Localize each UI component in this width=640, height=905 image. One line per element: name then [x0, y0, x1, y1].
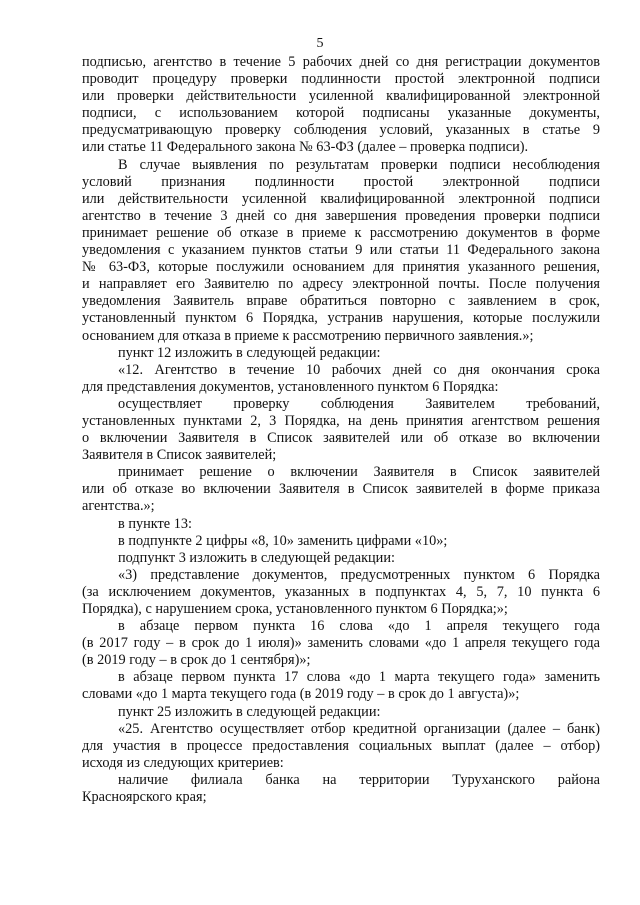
paragraph-line: агентства.»; — [82, 498, 155, 515]
paragraph-line: словами «до 1 марта текущего года (в 2019 году – в срок до 1 августа)»; — [82, 686, 520, 703]
paragraph-line: установленных пунктами 2, 3 Порядка, на день принятия агентством решения — [82, 412, 600, 429]
paragraph — [82, 772, 600, 806]
paragraph-line: или об отказе во включении Заявителя в Список заявителей в форме приказа — [82, 481, 600, 498]
paragraph-line: принимает решение о включении Заявителя в Список заявителей — [118, 464, 600, 481]
paragraph-line: пункт 12 изложить в следующей редакции: — [118, 344, 381, 361]
paragraph-line: осуществляет проверку соблюдения Заявителем требований, — [118, 395, 600, 412]
paragraph-line: подписи, с использованием которой подписаны указанные документы, — [82, 105, 600, 122]
paragraph-line: «12. Агентство в течение 10 рабочих дней со дня окончания срока — [118, 361, 600, 378]
paragraph — [82, 362, 600, 396]
paragraph-line: или действительности усиленной квалифицированной электронной подписи — [82, 190, 600, 207]
paragraph-line: основанием для отказа в приеме к рассмотрению первичного заявления.»; — [82, 327, 534, 344]
paragraph-line: в абзаце первом пункта 16 слова «до 1 апреля текущего года — [118, 618, 600, 635]
paragraph-line: условий признания подлинности простой электронной подписи — [82, 173, 600, 190]
paragraph — [82, 533, 600, 550]
paragraph-line: «3) представление документов, предусмотренных пунктом 6 Порядка — [118, 566, 600, 583]
paragraph-line: наличие филиала банка на территории Туруханского района — [118, 771, 600, 788]
paragraph-line: «25. Агентство осуществляет отбор кредитной организации (далее – банк) — [118, 720, 600, 737]
paragraph-line: в пункте 13: — [118, 515, 192, 532]
paragraph-line: подписью, агентство в течение 5 рабочих дней со дня регистрации документов — [82, 54, 600, 70]
paragraph-line: предусматривающую проверку соблюдения условий, указанных в статье 9 — [82, 122, 600, 139]
paragraph — [82, 464, 600, 515]
paragraph-line: и направляет его Заявителю по адресу электронной почты. После получения — [82, 276, 600, 293]
paragraph-line: № 63-ФЗ, которые послужили основанием для принятия указанного решения, — [82, 259, 600, 276]
page-number: 5 — [316, 36, 324, 51]
paragraph — [82, 618, 600, 669]
paragraph-line: подпункт 3 изложить в следующей редакции: — [118, 549, 395, 566]
paragraph-line: или статье 11 Федерального закона № 63-ФЗ (далее – проверка подписи). — [82, 139, 529, 156]
paragraph — [82, 567, 600, 618]
document-body — [82, 54, 600, 806]
paragraph-line: (за исключением документов, указанных в подпунктах 4, 5, 7, 10 пункта 6 — [82, 583, 600, 600]
paragraph-line: или проверки действительности усиленной квалифицированной электронной — [82, 88, 600, 105]
paragraph-line: для участия в процессе предоставления социальных выплат (далее – отбор) — [82, 737, 600, 754]
paragraph — [82, 345, 600, 362]
paragraph-line: уведомления Заявитель вправе обратиться повторно с заявлением в срок, — [82, 293, 600, 310]
paragraph-line: для представления документов, установленного пунктом 6 Порядка: — [82, 378, 499, 395]
paragraph-line: Красноярского края; — [82, 789, 207, 806]
paragraph-line: принимает решение об отказе в приеме к рассмотрению документов в форме — [82, 224, 600, 241]
paragraph-line: (в 2019 году – в срок до 1 сентября)»; — [82, 652, 311, 669]
paragraph — [82, 721, 600, 772]
paragraph-line: в подпункте 2 цифры «8, 10» заменить цифрами «10»; — [118, 532, 448, 549]
paragraph-line: Заявителя в Список заявителей; — [82, 447, 277, 464]
paragraph-line: исходя из следующих критериев: — [82, 754, 284, 771]
paragraph-line: В случае выявления по результатам проверки подписи несоблюдения — [118, 156, 600, 173]
paragraph-line: в абзаце первом пункта 17 слова «до 1 марта текущего года» заменить — [118, 669, 600, 686]
paragraph-line: пункт 25 изложить в следующей редакции: — [118, 703, 381, 720]
paragraph-line: Порядка), с нарушением срока, установленного пунктом 6 Порядка;»; — [82, 601, 508, 617]
paragraph — [82, 516, 600, 533]
paragraph — [82, 54, 600, 157]
paragraph — [82, 157, 600, 345]
paragraph-line: (в 2017 году – в срок до 1 июля)» заменить словами «до 1 апреля текущего года — [82, 635, 600, 652]
paragraph — [82, 704, 600, 721]
paragraph — [82, 396, 600, 464]
paragraph-line: агентство в течение 3 дней со дня завершения проведения проверки подписи — [82, 207, 600, 224]
paragraph — [82, 550, 600, 567]
paragraph-line: установленный пунктом 6 Порядка, устранив нарушения, которые послужили — [82, 310, 600, 327]
paragraph-line: уведомления с указанием пунктов статьи 9 или статьи 11 Федерального закона — [82, 242, 600, 259]
paragraph — [82, 669, 600, 703]
paragraph-line: о включении Заявителя в Список заявителей или об отказе во включении — [82, 430, 600, 447]
paragraph-line: проводит процедуру проверки подлинности простой электронной подписи — [82, 71, 600, 88]
